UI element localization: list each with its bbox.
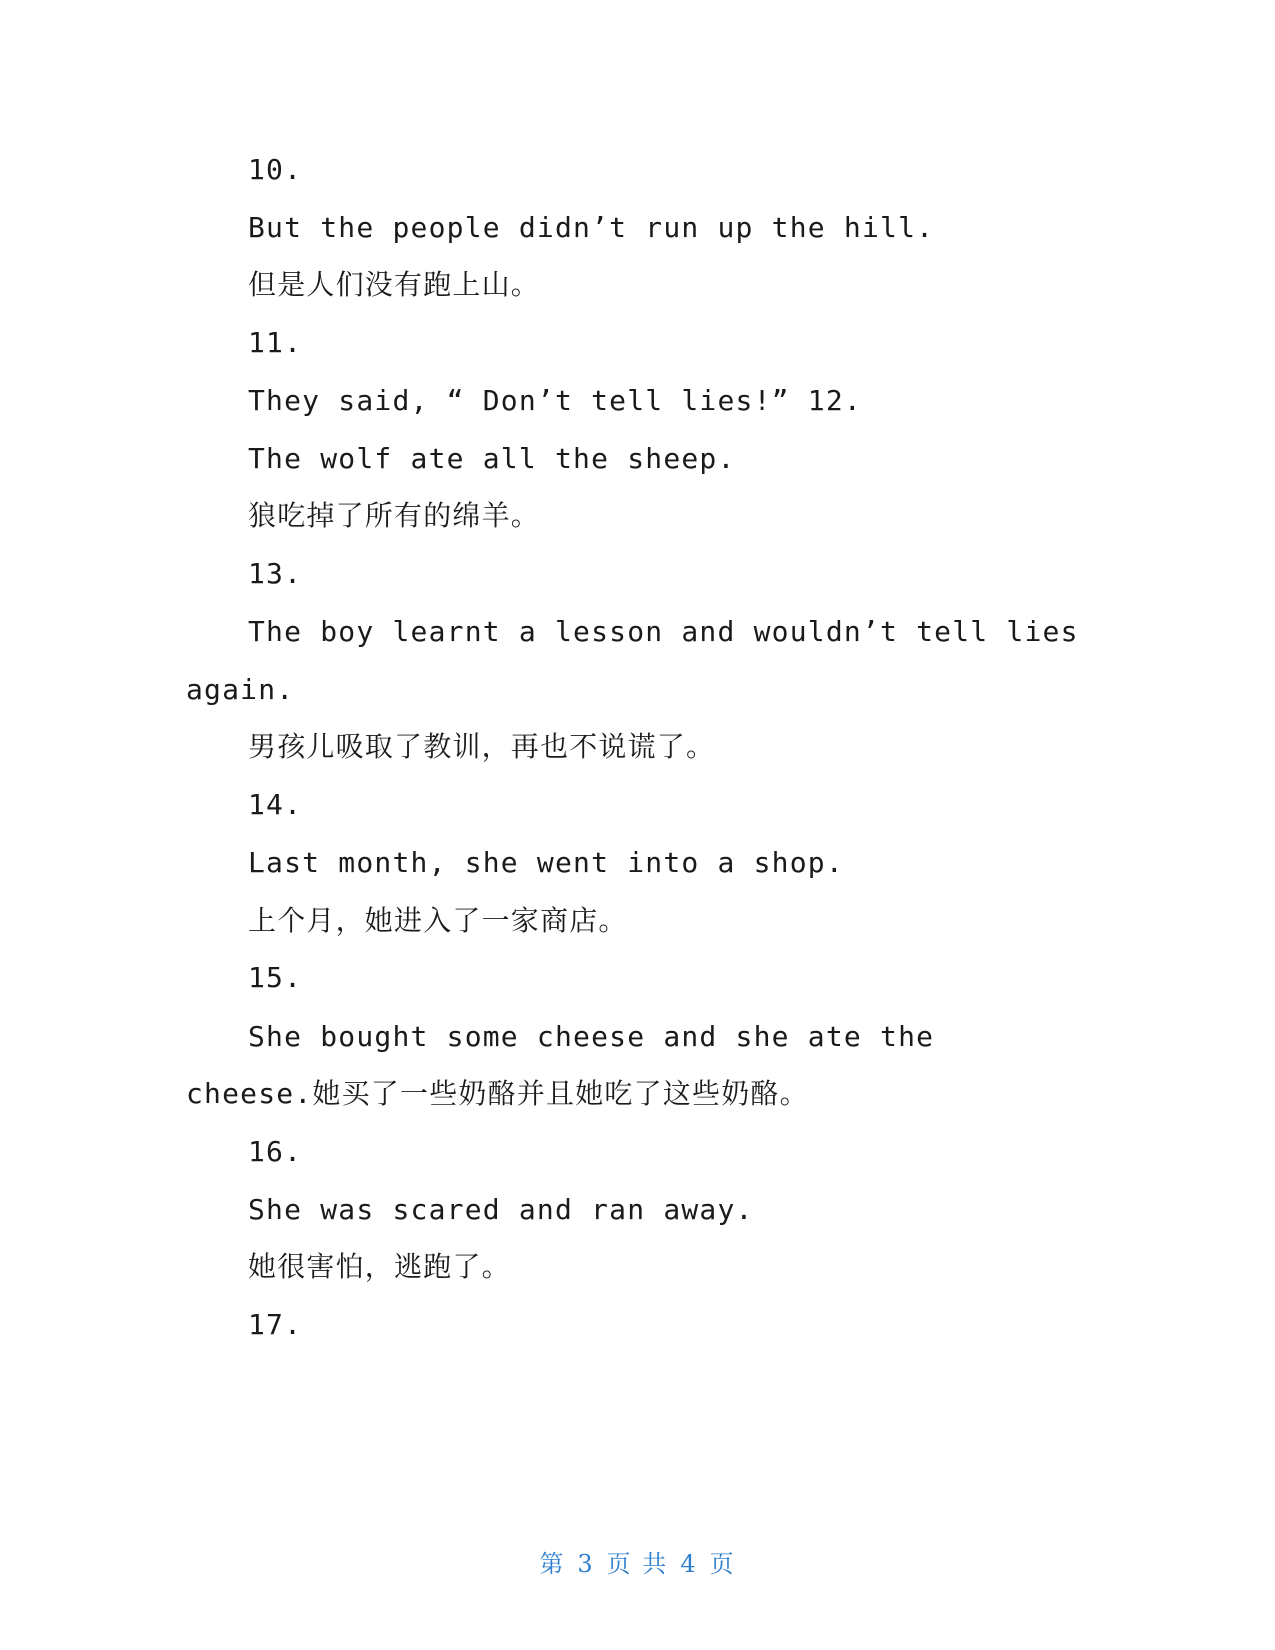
english-sentence-continuation: cheese.她买了一些奶酪并且她吃了这些奶酪。 [186, 1077, 809, 1110]
footer-suffix: 页 [709, 1550, 736, 1578]
total-pages-number: 4 [680, 1550, 698, 1578]
english-sentence: The boy learnt a lesson and wouldn’t tell lies [248, 615, 1079, 648]
chinese-translation: 狼吃掉了所有的绵羊。 [248, 499, 541, 532]
item-number: 17. [248, 1308, 303, 1341]
chinese-translation: 男孩儿吸取了教训，再也不说谎了。 [248, 730, 716, 763]
english-sentence: She bought some cheese and she ate the [248, 1020, 935, 1053]
english-sentence: She was scared and ran away. [248, 1193, 754, 1226]
english-sentence: Last month, she went into a shop. [248, 846, 844, 879]
item-number: 14. [248, 788, 303, 821]
item-number: 10. [248, 153, 303, 186]
chinese-translation: 上个月，她进入了一家商店。 [248, 904, 628, 937]
english-sentence: They said, “ Don’t tell lies!” 12. [248, 384, 862, 417]
page-footer [0, 1544, 1275, 1579]
item-number: 16. [248, 1135, 303, 1168]
current-page-number: 3 [577, 1550, 595, 1578]
item-number: 13. [248, 557, 303, 590]
english-sentence: But the people didn’t run up the hill. [248, 211, 935, 244]
footer-prefix: 第 [539, 1550, 566, 1578]
chinese-translation: 她很害怕，逃跑了。 [248, 1250, 511, 1283]
item-number: 15. [248, 961, 303, 994]
footer-middle: 页 共 [606, 1550, 669, 1578]
chinese-translation: 但是人们没有跑上山。 [248, 268, 541, 301]
english-sentence-continuation: again. [186, 673, 295, 706]
item-number: 11. [248, 326, 303, 359]
english-sentence: The wolf ate all the sheep. [248, 442, 736, 475]
